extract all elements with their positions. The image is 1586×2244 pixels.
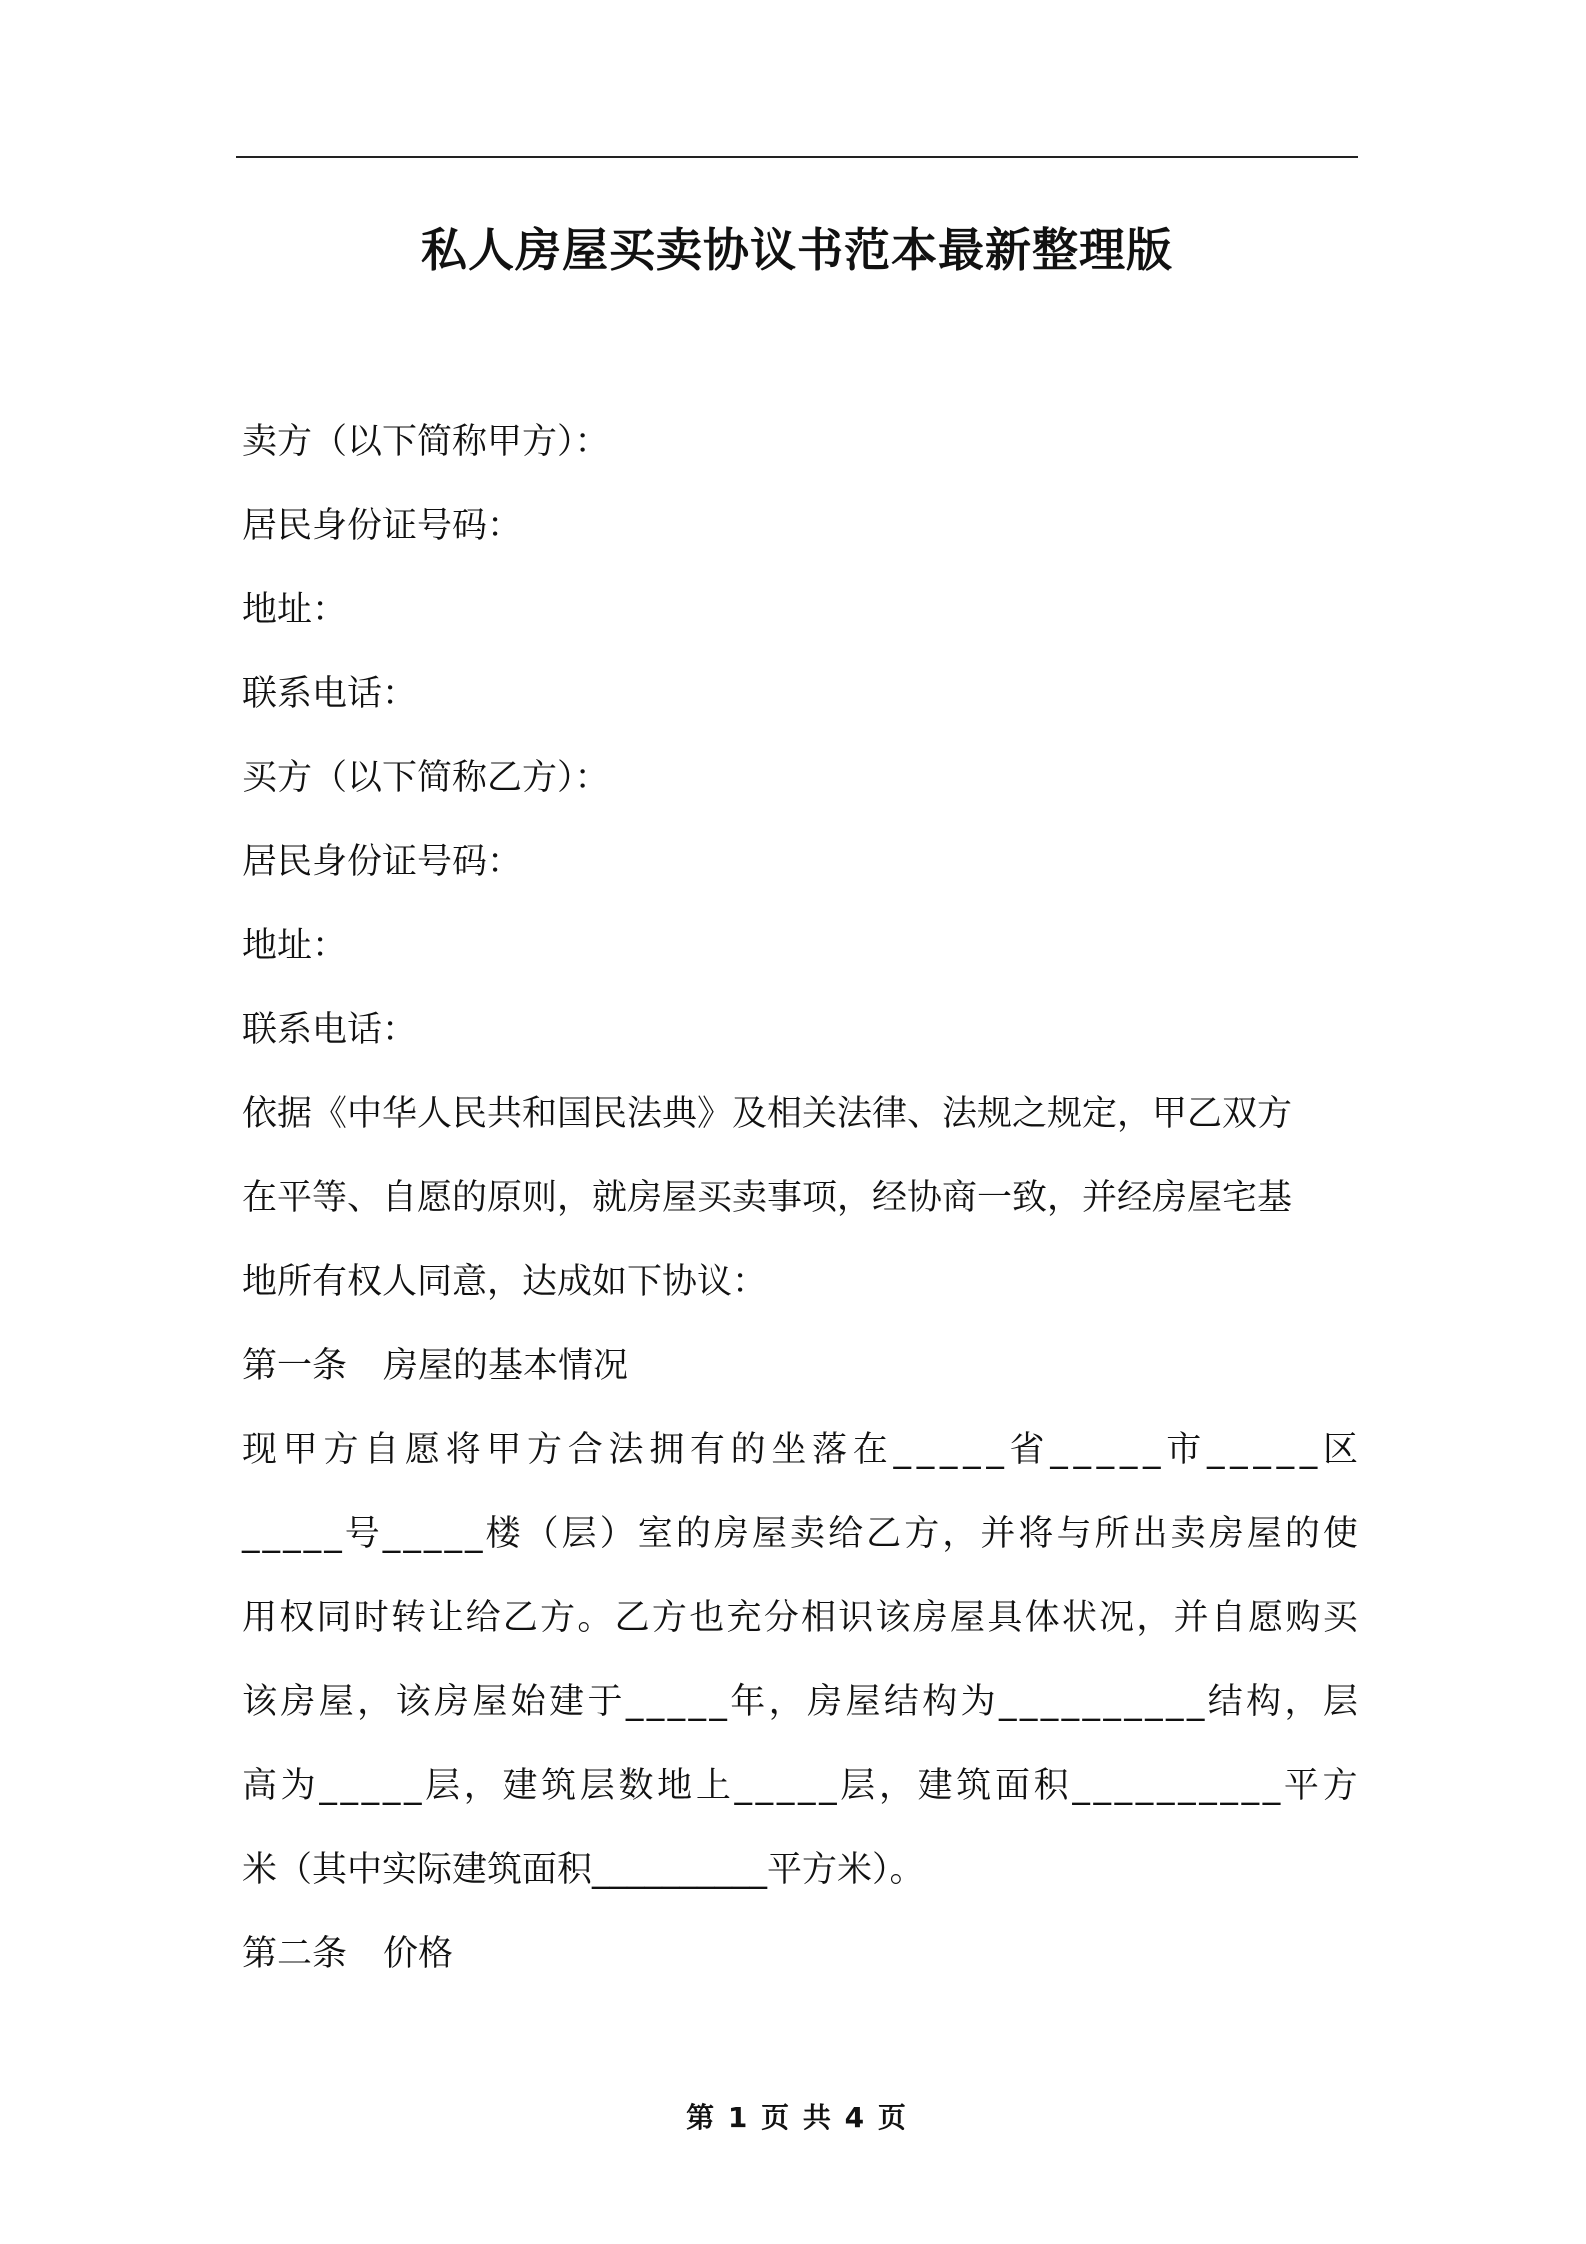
buyer-address-label: 地址： [242, 926, 348, 966]
article-2-number: 第二条 [242, 1934, 348, 1974]
article-1-line: _ _ _ _ _ 号 _ _ _ _ _ 楼 （ 层 ） 室 的 房 屋 卖 给 乙 方 ， 并 将 与 所 出 卖 房 屋 的 使 [242, 1514, 1358, 1554]
preamble-line: 依据《中华人民共和国民法典》及相关法律、法规之规定，甲乙双方 [242, 1094, 1293, 1134]
seller-phone-label: 联系电话： [242, 674, 418, 714]
header-rule [236, 156, 1358, 158]
seller-id-label: 居民身份证号码： [242, 506, 523, 546]
buyer-label: 买方（以下简称乙方）： [242, 758, 610, 798]
document-title: 私人房屋买卖协议书范本最新整理版 [421, 223, 1173, 277]
article-1-number: 第一条 [242, 1346, 348, 1386]
article-1-line: 高 为 _ _ _ _ _ 层 ， 建 筑 层 数 地 上 _ _ _ _ _ 层 ， 建 筑 面 积 _ _ _ _ _ _ _ _ _ _ 平 方 [242, 1766, 1358, 1806]
article-2-heading [242, 1912, 1358, 1996]
article-1-line: 该 房 屋 ， 该 房 屋 始 建 于 _ _ _ _ _ 年 ， 房 屋 结 构 为 _ _ _ _ _ _ _ _ _ _ 结 构 ， 层 [242, 1682, 1358, 1722]
article-1-line: 米（其中实际建筑面积__________平方米）。 [242, 1850, 925, 1890]
buyer-id-label: 居民身份证号码： [242, 842, 523, 882]
article-1-heading [242, 1324, 1358, 1408]
document-body [242, 400, 1358, 1996]
seller-label: 卖方（以下简称甲方）： [242, 422, 610, 462]
preamble-line: 地所有权人同意，达成如下协议： [242, 1262, 768, 1302]
article-1-line: 用 权 同 时 转 让 给 乙 方 。 乙 方 也 充 分 相 识 该 房 屋 具 体 状 况 ， 并 自 愿 购 买 [242, 1598, 1358, 1638]
buyer-phone-label: 联系电话： [242, 1010, 418, 1050]
seller-address-label: 地址： [242, 590, 348, 630]
article-1-title: 房屋的基本情况 [383, 1346, 629, 1386]
article-2-title: 价格 [383, 1934, 454, 1974]
preamble-line: 在平等、自愿的原则，就房屋买卖事项，经协商一致，并经房屋宅基 [242, 1178, 1293, 1218]
page-number: 第 1 页 共 4 页 [686, 2101, 908, 2134]
article-1-line: 现 甲 方 自 愿 将 甲 方 合 法 拥 有 的 坐 落 在 _ _ _ _ _ 省 _ _ _ _ _ 市 _ _ _ _ _ 区 [242, 1430, 1358, 1470]
